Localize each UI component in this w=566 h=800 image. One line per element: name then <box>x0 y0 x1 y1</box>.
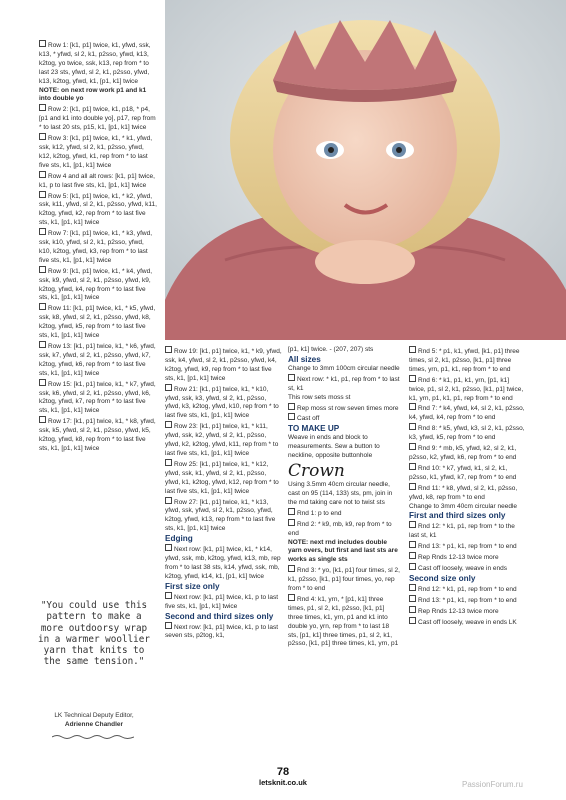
pattern-row <box>39 40 157 87</box>
row-text: Rnd 12: * k1, p1, rep from * to end <box>418 585 517 593</box>
row-text: Weave in ends and block to measurements. Sew a button to neckline, opposite buttonhole <box>288 434 380 460</box>
pattern-row <box>39 104 157 133</box>
pattern-row <box>288 413 400 424</box>
section-heading <box>409 574 525 584</box>
pattern-row <box>409 375 525 404</box>
row-text: Next row: * k1, p1, rep from * to last st, k1 <box>288 375 400 392</box>
row-text: Row 17: [k1, p1] twice, k1, * k8, yfwd, ssk, k5, yfwd, sl 2, k1, p2sso, yfwd, k5, k2tog, yfwd, k8, rep from * to last five sts, k1, [p1, k1] twice <box>39 418 156 452</box>
pattern-row <box>409 443 525 463</box>
row-checkbox[interactable] <box>409 521 416 528</box>
row-checkbox[interactable] <box>409 584 416 591</box>
pattern-row <box>165 592 283 612</box>
row-checkbox[interactable] <box>409 403 416 410</box>
row-text: Row 3: [k1, p1] twice, k1, * k1, yfwd, ssk, k12, yfwd, sl 2, k1, p2sso, yfwd, k12, k2tog, yfwd, k1, rep from * to last five sts, k1, [p1, k1] twice <box>39 135 153 169</box>
pattern-text <box>288 365 400 374</box>
pattern-row <box>288 519 400 539</box>
section-heading <box>409 511 525 521</box>
row-text: Second size only <box>409 573 476 583</box>
pattern-row <box>409 617 525 628</box>
child-photo-illustration <box>165 0 566 340</box>
row-text: Next row: [k1, p1] twice, k1, p to last five sts, k1, [p1, k1] twice <box>165 593 279 610</box>
pattern-row <box>165 497 283 535</box>
pattern-text <box>409 503 525 512</box>
pattern-row <box>39 266 157 304</box>
row-checkbox[interactable] <box>288 413 295 420</box>
site-url: letsknit.co.uk <box>259 778 307 787</box>
pattern-text <box>288 481 400 508</box>
row-text: This row sets moss st <box>288 393 351 401</box>
quote-attribution <box>38 712 150 729</box>
row-checkbox[interactable] <box>39 341 46 348</box>
row-checkbox[interactable] <box>409 563 416 570</box>
row-checkbox[interactable] <box>39 40 46 47</box>
row-checkbox[interactable] <box>165 459 172 466</box>
row-text: Second and third sizes only <box>165 611 274 621</box>
row-text: Rnd 9: * mb, k5, yfwd, k2, sl 2, k1, p2sso, k2, yfwd, k6, rep from * to end <box>409 445 517 461</box>
row-text: Cast off loosely, weave in ends LK <box>418 618 517 626</box>
row-checkbox[interactable] <box>288 508 295 515</box>
section-heading <box>165 612 283 622</box>
decorative-divider <box>52 734 134 740</box>
row-text: Row 9: [k1, p1] twice, k1, * k4, yfwd, ssk, k9, yfwd, sl 2, k1, p2sso, yfwd, k9, k2tog, yfwd, k4, rep from * to last five sts, k1, [p1, k1] twice <box>39 267 153 302</box>
row-text: Rnd 13: * p1, k1, rep from * to end <box>418 543 517 551</box>
row-checkbox[interactable] <box>165 592 172 599</box>
row-checkbox[interactable] <box>165 384 172 391</box>
row-text: Rnd 11: * k8, yfwd, sl 2, k1, p2sso, yfwd, k8, rep from * to end <box>409 484 518 501</box>
row-checkbox[interactable] <box>39 416 46 423</box>
row-checkbox[interactable] <box>409 463 416 470</box>
row-text: Cast off <box>297 415 320 423</box>
pattern-column-4 <box>409 346 525 628</box>
pattern-text <box>288 346 400 355</box>
row-text: Row 21: [k1, p1] twice, k1, * k10, yfwd, ssk, k3, yfwd, sl 2, k1, p2sso, yfwd, k3, k2tog, yfwd, k10, rep from * to last five sts, k1, [p1, k1] twice <box>165 385 279 420</box>
pattern-note <box>288 539 400 566</box>
row-checkbox[interactable] <box>39 104 46 111</box>
pattern-row <box>39 191 157 229</box>
quote-name: Adrienne Chandler <box>64 720 124 728</box>
page-number: 78 <box>276 766 290 778</box>
row-checkbox[interactable] <box>39 379 46 386</box>
row-text: TO MAKE UP <box>288 424 340 434</box>
row-checkbox[interactable] <box>409 346 416 353</box>
pattern-row <box>409 584 525 595</box>
section-title <box>288 461 400 481</box>
page-footer <box>240 766 326 787</box>
pattern-row <box>288 403 400 414</box>
row-checkbox[interactable] <box>409 552 416 559</box>
row-text: All sizes <box>288 354 321 364</box>
pattern-row <box>409 483 525 503</box>
row-text: Rnd 12: * k1, p1, rep from * to the last st, k1 <box>409 523 515 540</box>
pattern-row <box>39 133 157 171</box>
pattern-text <box>288 434 400 461</box>
section-heading <box>165 582 283 592</box>
pattern-row <box>288 594 400 649</box>
row-text: Change to 3mm 100cm circular needle <box>288 364 400 372</box>
pattern-row <box>409 521 525 541</box>
row-text: NOTE: on next row work p1 and k1 into double yo <box>39 86 147 103</box>
row-text: Row 11: [k1, p1] twice, k1, * k5, yfwd, ssk, k8, yfwd, sl 2, k1, p2sso, yfwd, k8, k2tog, yfwd, k5, rep from * to last five sts, k1, [p1, k1] twice <box>39 305 156 340</box>
row-checkbox[interactable] <box>288 403 295 410</box>
row-checkbox[interactable] <box>288 594 295 601</box>
row-text: Cast off loosely, weave in ends <box>418 565 508 573</box>
row-checkbox[interactable] <box>288 519 295 526</box>
row-text: Row 1: [k1, p1] twice, k1, yfwd, ssk, k13, * yfwd, sl 2, k1, p2sso, yfwd, k13, k2tog, yo twice, ssk, k13, rep from * to last 23 sts, yfwd, sl 2, k1, p2sso, yfwd, k13, k2tog, yfwd, k1, [p1, k1] twice <box>39 42 151 85</box>
pattern-row <box>288 565 400 594</box>
row-text: Row 23: [k1, p1] twice, k1, * k11, yfwd, ssk, k2, yfwd, sl 2, k1, p2sso, yfwd, k2, k2tog, yfwd, k11, rep from * to last five sts, k1, [p1, k1] twice <box>165 423 279 457</box>
row-text: Row 25: [k1, p1] twice, k1, * k12, yfwd, ssk, k1, yfwd, sl 2, k1, p2sso, yfwd, k1, k2tog, yfwd, k12, rep from * to last five sts, k1, [p1, k1] twice <box>165 460 279 495</box>
row-text: Rnd 5: * p1, k1, yfwd, [k1, p1] three times, sl 2, k1, p2sso, [k1, p1] three times, yrn, p1, k1, rep from * to end <box>409 348 520 373</box>
row-text: Change to 3mm 40cm circular needle <box>409 502 518 510</box>
pattern-row <box>288 508 400 519</box>
row-text: Rnd 3: * yo, [k1, p1] four times, sl 2, k1, p2sso, [k1, p1] four times, yo, rep from * to end <box>288 567 400 593</box>
row-text: Rep Rnds 12-13 twice more <box>418 554 499 562</box>
row-text: Next row: [k1, p1] twice, k1, * k14, yfwd, ssk, mb, k2tog, yfwd, k13, mb, rep from * to last 38 sts, k14, yfwd, ssk, mb, k2tog, yfwd, k14, k1, [p1, k1] twice <box>165 546 281 580</box>
pattern-row <box>165 421 283 459</box>
row-checkbox[interactable] <box>39 228 46 235</box>
row-checkbox[interactable] <box>409 375 416 382</box>
row-checkbox[interactable] <box>165 497 172 504</box>
row-text: Row 4 and all alt rows: [k1, p1] twice, k1, p to last five sts, k1, [p1, k1] twice <box>39 172 155 189</box>
row-text: Rnd 13: * p1, k1, rep from * to end <box>418 596 517 604</box>
pattern-row <box>409 563 525 574</box>
pattern-row <box>409 346 525 375</box>
row-text: Rnd 2: * k9, mb, k9, rep from * to end <box>288 520 392 537</box>
pattern-row <box>39 303 157 341</box>
row-text: Row 15: [k1, p1] twice, k1, * k7, yfwd, ssk, k6, yfwd, sl 2, k1, p2sso, yfwd, k6, k2tog, yfwd, k7, rep from * to last five sts, k1, [p1, k1] twice <box>39 380 156 415</box>
row-checkbox[interactable] <box>409 483 416 490</box>
row-checkbox[interactable] <box>39 191 46 198</box>
quote-role: LK Technical Deputy Editor, <box>54 712 134 719</box>
row-text: Row 7: [k1, p1] twice, k1, * k3, yfwd, ssk, k10, yfwd, sl 2, k1, p2sso, yfwd, k10, k2tog, yfwd, k3, rep from * to last five sts, k1, [p1, k1] twice <box>39 230 153 264</box>
row-checkbox[interactable] <box>39 266 46 273</box>
section-heading <box>288 355 400 365</box>
pattern-column-2 <box>165 346 283 641</box>
pattern-row <box>165 544 283 582</box>
pattern-row <box>409 595 525 606</box>
row-text: Row 13: [k1, p1] twice, k1, * k6, yfwd, ssk, k7, yfwd, sl 2, k1, p2sso, yfwd, k7, k2tog, yfwd, k6, rep from * to last five sts, k1, [p1, k1] twice <box>39 343 156 377</box>
row-text: First and third sizes only <box>409 511 506 521</box>
pattern-row <box>39 228 157 266</box>
row-checkbox[interactable] <box>165 544 172 551</box>
row-text: NOTE: next rnd includes double yarn overs, but first and last sts are works as single sts <box>288 538 398 564</box>
row-text: Row 27: [k1, p1] twice, k1, * k13, yfwd, ssk, yfwd, sl 2, k1, p2sso, yfwd, k2tog, yfwd, k13, rep from * to last five sts, k1, [p1, k1] twice <box>165 498 276 533</box>
row-text: Rnd 4: k1, yrn, * [p1, k1] three times, p1, sl 2, k1, p2sso, [k1, p1] three times, k1, yrn, p1 and k1 into double yo, yrn, rep from * to last 18 sts, [p1, k1] three times, p1, sl 2, k1, p2sso, [k1, p1] three times, k1, yrn, p1 <box>288 595 399 648</box>
row-checkbox[interactable] <box>39 133 46 140</box>
pattern-row <box>39 379 157 417</box>
section-heading <box>165 534 283 544</box>
pattern-row <box>409 403 525 423</box>
row-text: Crown <box>288 461 345 482</box>
row-checkbox[interactable] <box>409 443 416 450</box>
row-text: Rnd 8: * k5, yfwd, k3, sl 2, k1, p2sso, k3, yfwd, k5, rep from * to end <box>409 425 525 442</box>
section-heading <box>288 424 400 434</box>
row-text: Rnd 1: p to end <box>297 509 342 517</box>
row-checkbox[interactable] <box>409 423 416 430</box>
pattern-row <box>39 171 157 191</box>
row-text: Next row: [k1, p1] twice, k1, p to last seven sts, p2tog, k1, <box>165 623 279 640</box>
row-checkbox[interactable] <box>165 346 172 353</box>
pattern-row <box>288 374 400 394</box>
pattern-row <box>165 459 283 497</box>
row-checkbox[interactable] <box>165 421 172 428</box>
row-text: Rnd 10: * k7, yfwd, k1, sl 2, k1, p2sso, k1, yfwd, k7, rep from * to end <box>409 464 517 481</box>
row-checkbox[interactable] <box>165 622 172 629</box>
pull-quote: "You could use this pattern to make a more outdoorsy wrap in a warmer woollier yarn that knits to the same tension." <box>38 600 150 668</box>
pattern-row <box>165 622 283 642</box>
pattern-row <box>39 341 157 379</box>
pattern-row <box>39 416 157 454</box>
pattern-row <box>165 384 283 422</box>
row-checkbox[interactable] <box>409 541 416 548</box>
watermark: PassionForum.ru <box>462 780 523 789</box>
row-checkbox[interactable] <box>288 565 295 572</box>
row-checkbox[interactable] <box>409 595 416 602</box>
row-text: Row 19: [k1, p1] twice, k1, * k9, yfwd, ssk, k4, yfwd, sl 2, k1, p2sso, yfwd, k4, k2tog, yfwd, k9, rep from * to last five sts, k1, [p1, k1] twice <box>165 348 282 382</box>
pattern-row <box>409 423 525 443</box>
pattern-text <box>288 394 400 403</box>
pattern-note <box>39 87 157 105</box>
pattern-row <box>165 346 283 384</box>
row-text: Rep Rnds 12-13 twice more <box>418 607 499 615</box>
pattern-row <box>409 606 525 617</box>
row-text: [p1, k1] twice. - (207, 207) sts <box>288 346 374 353</box>
row-text: Edging <box>165 534 193 544</box>
pattern-column-1 <box>39 40 157 454</box>
row-checkbox[interactable] <box>409 606 416 613</box>
row-checkbox[interactable] <box>288 374 295 381</box>
row-checkbox[interactable] <box>409 617 416 624</box>
row-text: Using 3.5mm 40cm circular needle, cast on 95 (114, 133) sts, pm, join in the rnd taking care not to twist sts <box>288 481 393 506</box>
row-text: Row 2: [k1, p1] twice, k1, p18, * p4, [p1 and k1 into double yo], p17, rep from * to last 20 sts, p15, k1, [p1, k1] twice <box>39 106 156 132</box>
pattern-row <box>409 552 525 563</box>
row-text: Row 5: [k1, p1] twice, k1, * k2, yfwd, ssk, k11, yfwd, sl 2, k1, p2sso, yfwd, k11, k2tog, yfwd, k2, rep from * to last five sts, k1, [p1, k1] twice <box>39 192 157 227</box>
row-text: Rep moss st row seven times more <box>297 404 399 412</box>
row-text: First size only <box>165 581 220 591</box>
hero-photo <box>165 0 566 340</box>
pattern-column-3 <box>288 346 400 649</box>
pattern-row <box>409 541 525 552</box>
row-checkbox[interactable] <box>39 171 46 178</box>
row-text: Rnd 7: * k4, yfwd, k4, sl 2, k1, p2sso, k4, yfwd, k4, rep from * to end <box>409 405 525 422</box>
row-checkbox[interactable] <box>39 303 46 310</box>
row-text: Rnd 6: * k1, p1, k1, yrn, [p1, k1] twice, p1, sl 2, k1, p2sso, [k1, p1] twice, k1, yrn, p1, k1, p1, rep from * to end <box>409 376 524 402</box>
pattern-row <box>409 463 525 483</box>
